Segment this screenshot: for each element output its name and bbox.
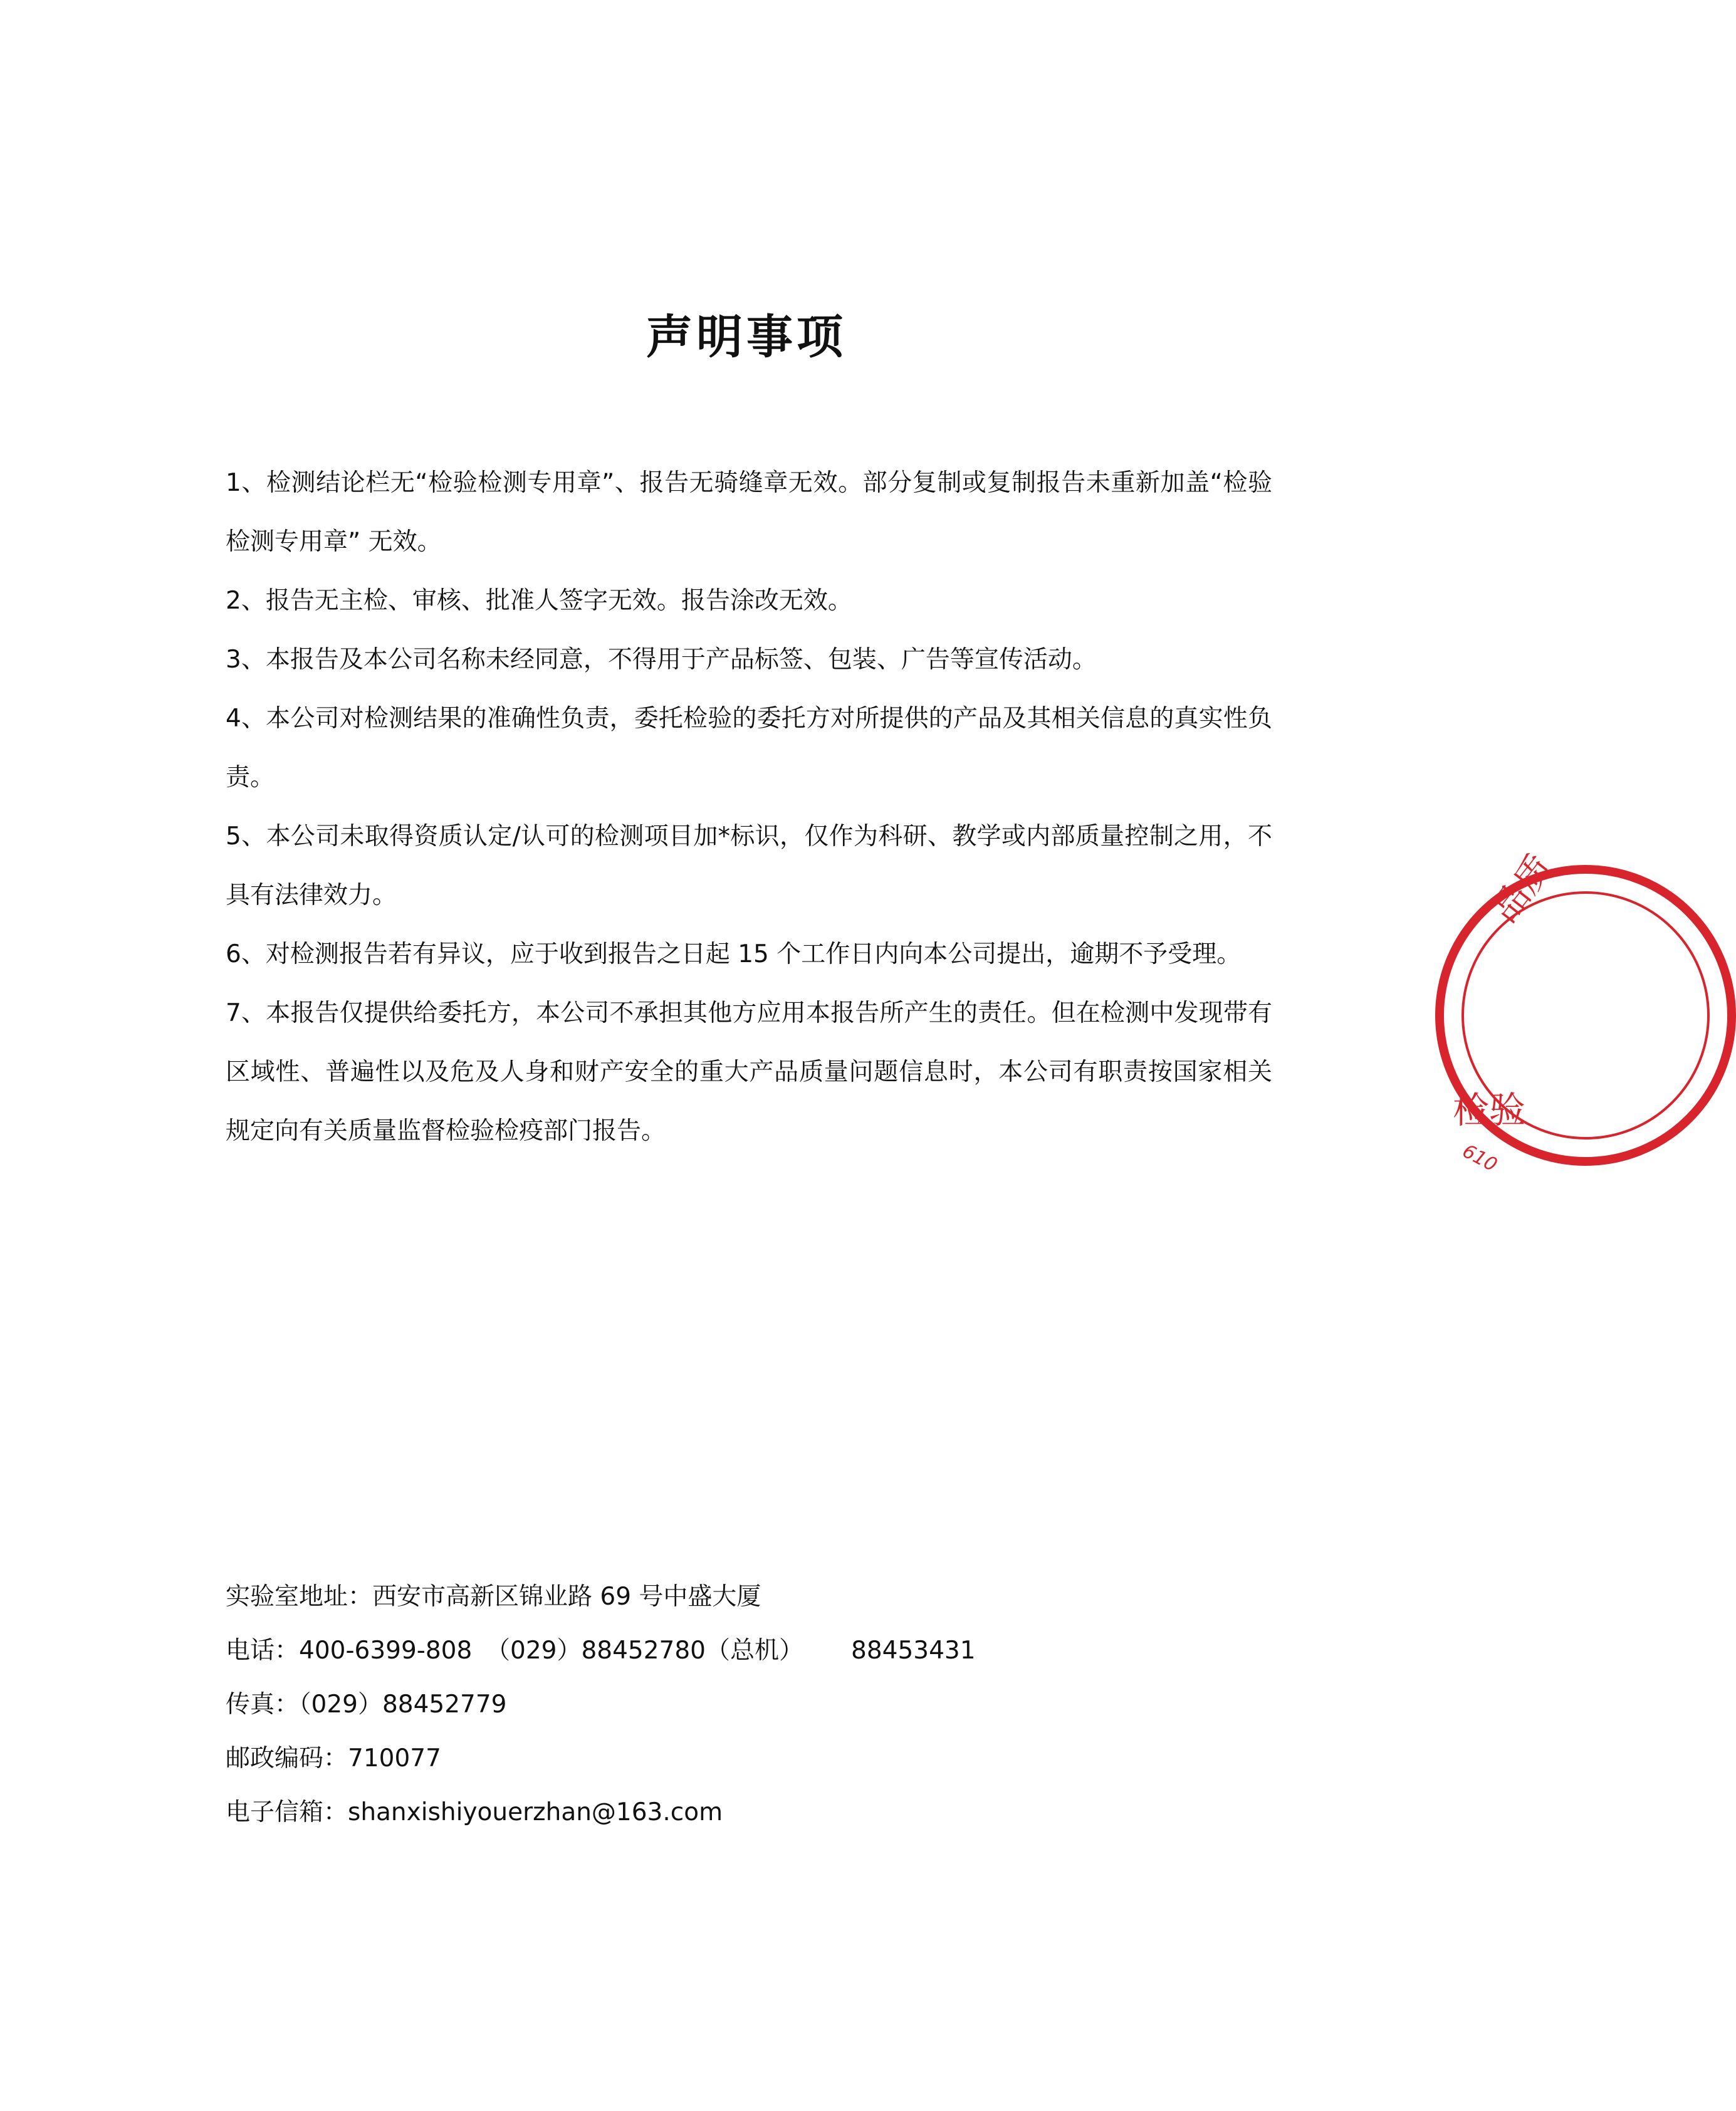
notice-item: 7、本报告仅提供给委托方，本公司不承担其他方应用本报告所产生的责任。但在检测中发现带有区域性、普遍性以及危及人身和财产安全的重大产品质量问题信息时，本公司有职责按国家相关规定向有关质量监督检验检疫部门报告。 xyxy=(226,999,1272,1145)
fax-number: 传真：（029）88452779 xyxy=(226,1690,507,1719)
phone-line xyxy=(226,1624,1291,1678)
phone-number: 电话：400-6399-808 xyxy=(226,1637,473,1665)
postcode: 邮政编码：710077 xyxy=(226,1744,441,1773)
page-title: 声明事项 xyxy=(646,310,847,364)
official-seal-stamp xyxy=(1435,846,1736,1176)
email-address: 电子信箱：shanxishiyouerzhan@163.com xyxy=(226,1798,723,1826)
phone-main-number: （029）88452780（总机） xyxy=(486,1637,803,1665)
lab-address: 实验室地址：西安市高新区锦业路 69 号中盛大厦 xyxy=(226,1583,761,1611)
notice-item: 3、本报告及本公司名称未经同意，不得用于产品标签、包装、广告等宣传活动。 xyxy=(226,646,1097,674)
notice-item: 2、报告无主检、审核、批准人签字无效。报告涂改无效。 xyxy=(226,587,852,615)
notice-item: 1、检测结论栏无“检验检测专用章”、报告无骑缝章无效。部分复制或复制报告未重新加盖“检验检测专用章” 无效。 xyxy=(226,469,1272,556)
phone-alt-number: 88453431 xyxy=(851,1637,976,1665)
contact-info xyxy=(226,1570,1291,1840)
notice-item: 5、本公司未取得资质认定/认可的检测项目加*标识，仅作为科研、教学或内部质量控制之用，不具有法律效力。 xyxy=(226,822,1272,909)
notice-item: 4、本公司对检测结果的准确性负责，委托检验的委托方对所提供的产品及其相关信息的真实性负责。 xyxy=(226,705,1272,792)
notice-item: 6、对检测报告若有异议，应于收到报告之日起 15 个工作日内向本公司提出，逾期不予受理。 xyxy=(226,940,1242,968)
seal-text-top: 品质 xyxy=(1483,846,1562,930)
notice-list xyxy=(226,454,1272,1161)
seal-number: 610 xyxy=(1458,1140,1501,1176)
seal-text-mid: 检验 xyxy=(1453,1089,1526,1131)
